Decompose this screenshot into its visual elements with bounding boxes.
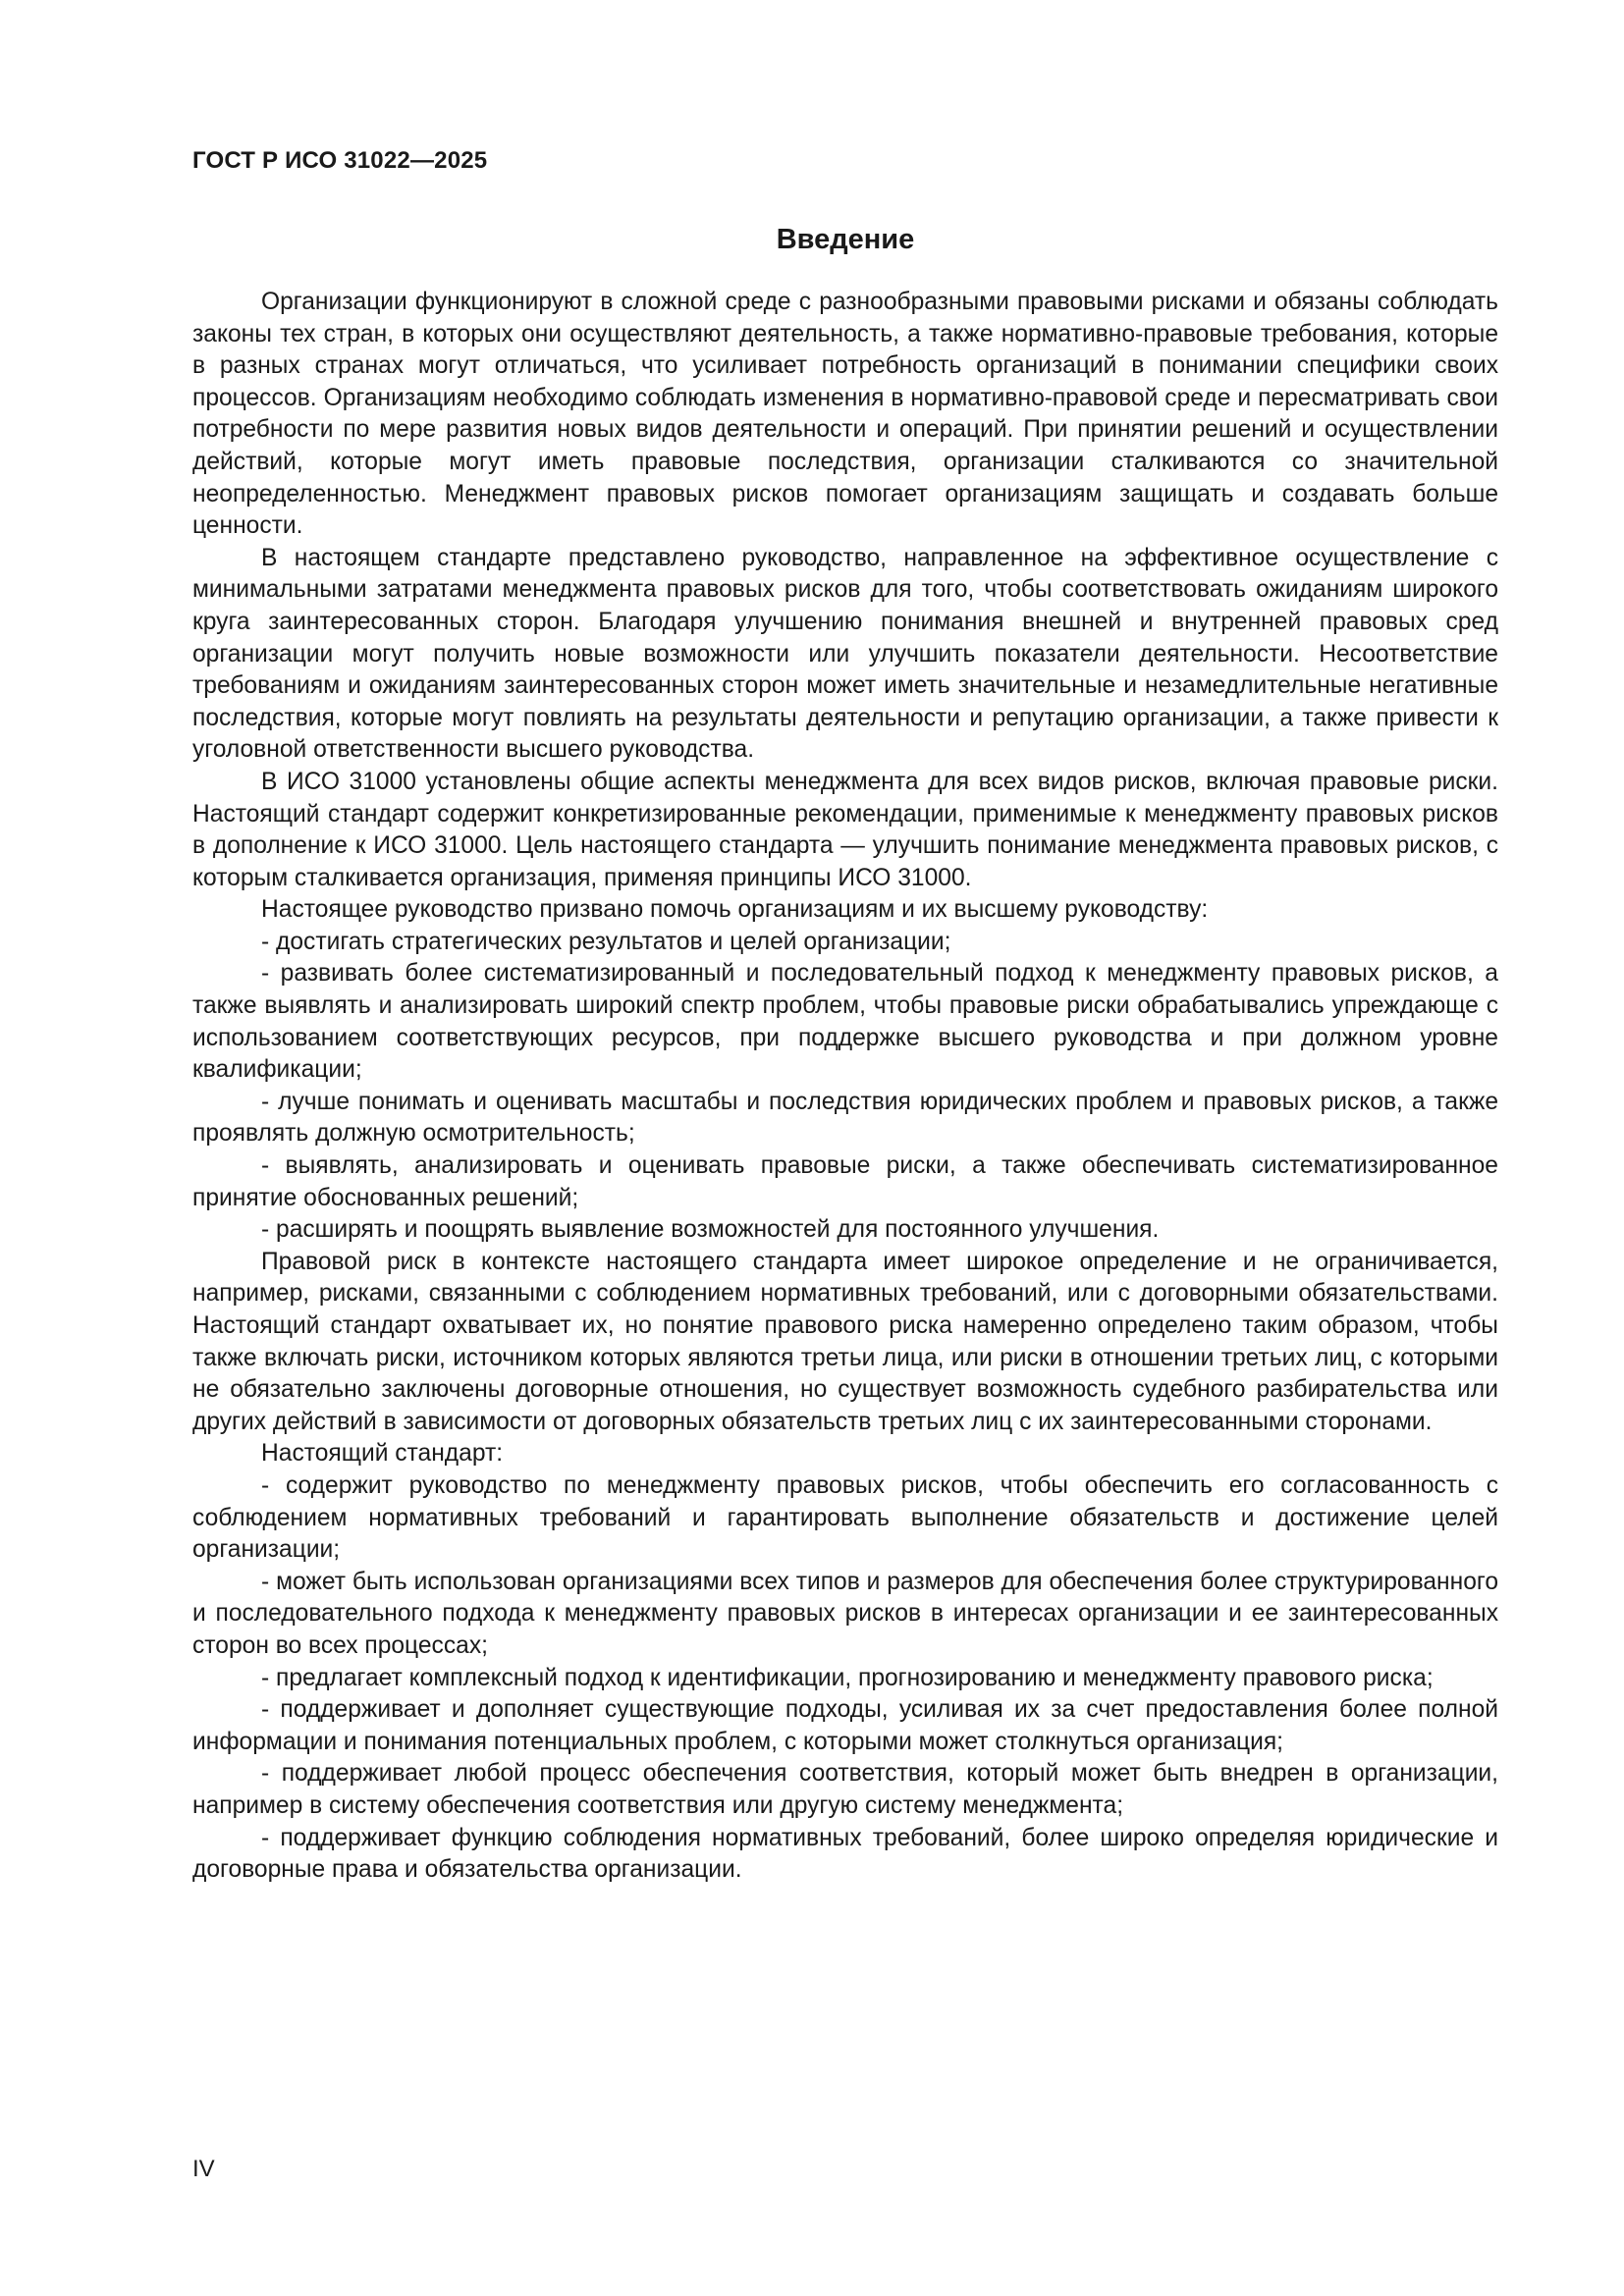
list-item: - расширять и поощрять выявление возможностей для постоянного улучшения.: [261, 1216, 1160, 1244]
list-item: - достигать стратегических результатов и целей организации;: [261, 928, 951, 955]
introduction-body: [192, 287, 1498, 1887]
paragraph: Правовой риск в контексте настоящего стандарта имеет широкое определение и не ограничивается, например, рисками, связанными с соблюдением нормативных требований, или с договорными обязательствами. Настоящий стандарт охватывает их, но понятие правового риска намеренно определено таким образом, чтобы также включать риски, источником которых являются третьи лица, или риски в отношении третьих лиц, с которыми не обязательно заключены договорные отношения, но существует возможность судебного разбирательства или других действий в зависимости от договорных обязательств третьих лиц с их заинтересованными сторонами.: [192, 1248, 1498, 1435]
paragraph: Организации функционируют в сложной среде с разнообразными правовыми рисками и обязаны соблюдать законы тех стран, в которых они осуществляют деятельность, а также нормативно-правовые требования, которые в разных странах могут отличаться, что усиливает потребность организаций в понимании специфики своих процессов. Организациям необходимо соблюдать изменения в нормативно-правовой среде и пересматривать свои потребности по мере развития новых видов деятельности и операций. При принятии решений и осуществлении действий, которые могут иметь правовые последствия, организации сталкиваются со значительной неопределенностью. Менеджмент правовых рисков помогает организациям защищать и создавать больше ценности.: [192, 289, 1498, 540]
list-item: - выявлять, анализировать и оценивать правовые риски, а также обеспечивать систематизированное принятие обоснованных решений;: [192, 1152, 1498, 1211]
section-title: Введение: [776, 224, 915, 255]
list-item: - предлагает комплексный подход к идентификации, прогнозированию и менеджменту правового риска;: [261, 1664, 1434, 1691]
paragraph: В ИСО 31000 установлены общие аспекты менеджмента для всех видов рисков, включая правовые риски. Настоящий стандарт содержит конкретизированные рекомендации, применимые к менеджменту правовых рисков в дополнение к ИСО 31000. Цель настоящего стандарта — улучшить понимание менеджмента правовых рисков, с которым сталкивается организация, применяя принципы ИСО 31000.: [192, 768, 1498, 891]
list-item: - содержит руководство по менеджменту правовых рисков, чтобы обеспечить его согласованность с соблюдением нормативных требований и гарантировать выполнение обязательств и достижение целей организации;: [192, 1471, 1498, 1564]
list-item: - поддерживает любой процесс обеспечения соответствия, который может быть внедрен в организации, например в систему обеспечения соответствия или другую систему менеджмента;: [192, 1760, 1498, 1819]
paragraph: Настоящий стандарт:: [261, 1440, 504, 1468]
list-item: - может быть использован организациями всех типов и размеров для обеспечения более структурированного и последовательного подхода к менеджменту правовых рисков в интересах организации и ее заинтересованных сторон во всех процессах;: [192, 1568, 1498, 1659]
paragraph: В настоящем стандарте представлено руководство, направленное на эффективное осуществление с минимальными затратами менеджмента правовых рисков для того, чтобы соответствовать ожиданиям широкого круга заинтересованных сторон. Благодаря улучшению понимания внешней и внутренней правовых сред организации могут получить новые возможности или улучшить показатели деятельности. Несоответствие требованиям и ожиданиям заинтересованных сторон может иметь значительные и незамедлительные негативные последствия, которые могут повлиять на результаты деятельности и репутацию организации, а также привести к уголовной ответственности высшего руководства.: [192, 544, 1498, 764]
paragraph: Настоящее руководство призвано помочь организациям и их высшему руководству:: [261, 896, 1209, 924]
document-code: ГОСТ Р ИСО 31022—2025: [192, 147, 488, 174]
page-number: IV: [192, 2156, 215, 2182]
list-item: - поддерживает и дополняет существующие подходы, усиливая их за счет предоставления более полной информации и понимания потенциальных проблем, с которыми может столкнуться организация;: [192, 1696, 1498, 1755]
list-item: - развивать более систематизированный и последовательный подход к менеджменту правовых рисков, а также выявлять и анализировать широкий спектр проблем, чтобы правовые риски обрабатывались упреждающе с использованием соответствующих ресурсов, при поддержке высшего руководства и при должном уровне квалификации;: [192, 960, 1498, 1084]
list-item: - поддерживает функцию соблюдения нормативных требований, более широко определяя юридические и договорные права и обязательства организации.: [192, 1824, 1498, 1884]
list-item: - лучше понимать и оценивать масштабы и последствия юридических проблем и правовых рисков, а также проявлять должную осмотрительность;: [192, 1088, 1498, 1148]
